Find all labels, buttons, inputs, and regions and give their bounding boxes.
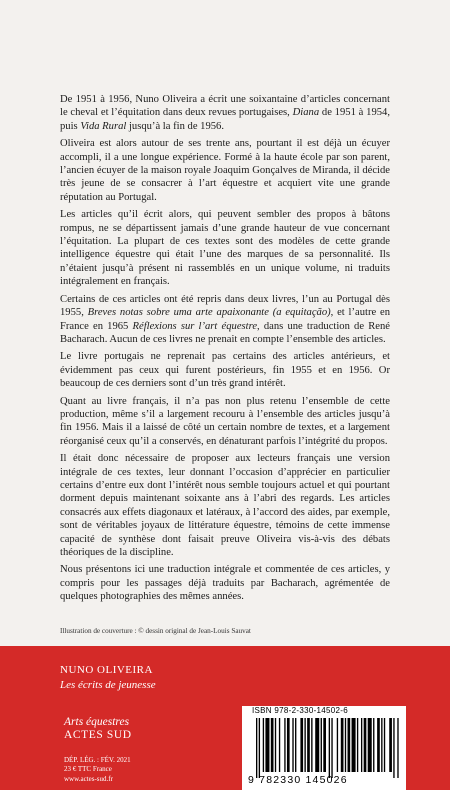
blurb-paragraph-1 bbox=[60, 93, 390, 133]
barcode-bar bbox=[341, 718, 344, 772]
barcode-bar bbox=[331, 718, 332, 778]
paragraph-4-text: Certains de ces articles ont été repris dans deux livres, l’un au Portugal dès 1955, Breves notas sobre uma arte apaixonante (a equitação), et l’autre en France en 1965 Réflexions sur l’art équestre, dans une traduction de René Bacharach. Aucun de ces livres ne prenait en compte l’ensemble des articles. bbox=[60, 293, 390, 345]
barcode-digits: 9 782330 145026 bbox=[248, 774, 348, 786]
red-band bbox=[0, 646, 450, 790]
barcode-panel bbox=[242, 706, 406, 790]
barcode-bar bbox=[321, 718, 322, 772]
barcode-bar bbox=[345, 718, 346, 772]
barcode-bar bbox=[259, 718, 260, 778]
blurb-paragraph-8: Nous présentons ici une traduction intégrale et commentée de ces articles, y compris pour les passages déjà traduits par Bacharach, agrémentée de quelques photographies des mêmes années. bbox=[60, 564, 390, 603]
author-name: NUNO OLIVEIRA bbox=[60, 664, 153, 676]
barcode-bar bbox=[323, 718, 326, 772]
barcode-bar bbox=[357, 718, 358, 772]
barcode-bar bbox=[300, 718, 303, 772]
barcode-bar bbox=[307, 718, 310, 772]
barcode-bar bbox=[271, 718, 274, 772]
barcode-bar bbox=[284, 718, 285, 772]
paragraph-1-text: De 1951 à 1956, Nuno Oliveira a écrit une soixantaine d’articles concernant le cheval et l’équitation dans deux revues portugaises, Diana de 1951 à 1954, puis Vida Rural jusqu’à la fin de 1956. bbox=[60, 94, 390, 132]
barcode-bar bbox=[373, 718, 374, 772]
blurb-paragraph-7: Il était donc nécessaire de proposer aux lecteurs français une version intégrale de ces textes, leur donnant l’occasion d’apprécier en particulier certains d’entre eux dont l’intérêt nous semble toujours actuel et qui pourtant dorment depuis maintenant soixante ans à l’abri des regards. Les articles consacrés aux effets diagonaux et latéraux, à l’accord des aides, par exemple, sont de véritables joyaux de littérature équestre, témoins de cette immense capacité de synthèse dont faisait preuve Oliveira vis-à-vis des débats théoriques de la discipline. bbox=[60, 453, 390, 558]
blurb-paragraph-5: Le livre portugais ne reprenait pas certains des articles antérieurs, et évidemment pas ceux qui furent postérieurs, fin 1955 et en 1956. Or beaucoup de ces derniers sont d’un très grand intérêt. bbox=[60, 351, 390, 390]
barcode-bar bbox=[279, 718, 280, 772]
blurb-text bbox=[60, 93, 390, 608]
barcode-bar bbox=[352, 718, 356, 772]
blurb-paragraph-3: Les articles qu’il écrit alors, qui peuvent sembler des propos à bâtons rompus, ne se départissent jamais d’une grande hauteur de vue concernant l’équitation. La plupart de ces textes sont des modèles de cette grande intelligence équestre qui était l’une des marques de sa personnalité. Ils n’étaient jusqu’à présent ni rassemblés en un unique volume, ni traduits intégralement en français. bbox=[60, 209, 390, 288]
barcode-bar bbox=[397, 718, 398, 778]
barcode-bar bbox=[393, 718, 394, 778]
barcode-bar bbox=[368, 718, 372, 772]
legal-deposit: DÉP. LÉG. : FÉV. 2021 bbox=[64, 756, 131, 764]
barcode-bar bbox=[337, 718, 338, 772]
book-title: Les écrits de jeunesse bbox=[60, 679, 156, 691]
blurb-paragraph-6: Quant au livre français, il n’a pas non plus retenu l’ensemble de cette production, même s’il a largement recouru à l’ensemble des articles jusqu’à fin 1956. Mais il a laissé de côté un certain nombre de textes, et a largement réorganisé ceux qu’il a conservés, en dénaturant parfois l’intégrité du propos. bbox=[60, 395, 390, 447]
barcode-bar bbox=[295, 718, 296, 772]
barcode-bar bbox=[315, 718, 319, 772]
barcode-bar bbox=[361, 718, 362, 772]
legal-info bbox=[64, 756, 131, 784]
barcode-bar bbox=[275, 718, 276, 772]
cover-credit: Illustration de couverture : © dessin original de Jean-Louis Sauvat bbox=[60, 627, 251, 635]
barcode-bar bbox=[364, 718, 367, 772]
blurb-paragraph-2: Oliveira est alors autour de ses trente ans, pourtant il est déjà un écuyer accompli, il a une longue expérience. Formé à la haute école par son parent, l’ancien écuyer de la maison royale Joaquim Gonçalves de Miranda, il décide très jeune de se consacrer à l’art équestre et acquiert vite une grande réputation au Portugal. bbox=[60, 138, 390, 203]
collection-name: Arts équestres bbox=[64, 716, 130, 728]
barcode-bar bbox=[377, 718, 380, 772]
barcode-bar bbox=[389, 718, 392, 772]
isbn-label: ISBN 978-2-330-14502-6 bbox=[252, 706, 348, 715]
barcode-icon bbox=[256, 718, 400, 778]
barcode-bar bbox=[311, 718, 312, 772]
barcode-bar bbox=[263, 718, 264, 772]
barcode-bar bbox=[329, 718, 330, 778]
barcode-bar bbox=[265, 718, 269, 772]
barcode-bar bbox=[287, 718, 290, 772]
website: www.actes-sud.fr bbox=[64, 774, 113, 783]
publisher-name: ACTES SUD bbox=[64, 729, 132, 741]
blurb-paragraph-4 bbox=[60, 293, 390, 347]
barcode-bar bbox=[384, 718, 385, 772]
barcode-bar bbox=[348, 718, 351, 772]
price: 23 € TTC France bbox=[64, 765, 112, 774]
barcode-bar bbox=[292, 718, 293, 772]
barcode-bar bbox=[381, 718, 382, 772]
barcode-bar bbox=[256, 718, 257, 778]
barcode-bar bbox=[304, 718, 305, 772]
